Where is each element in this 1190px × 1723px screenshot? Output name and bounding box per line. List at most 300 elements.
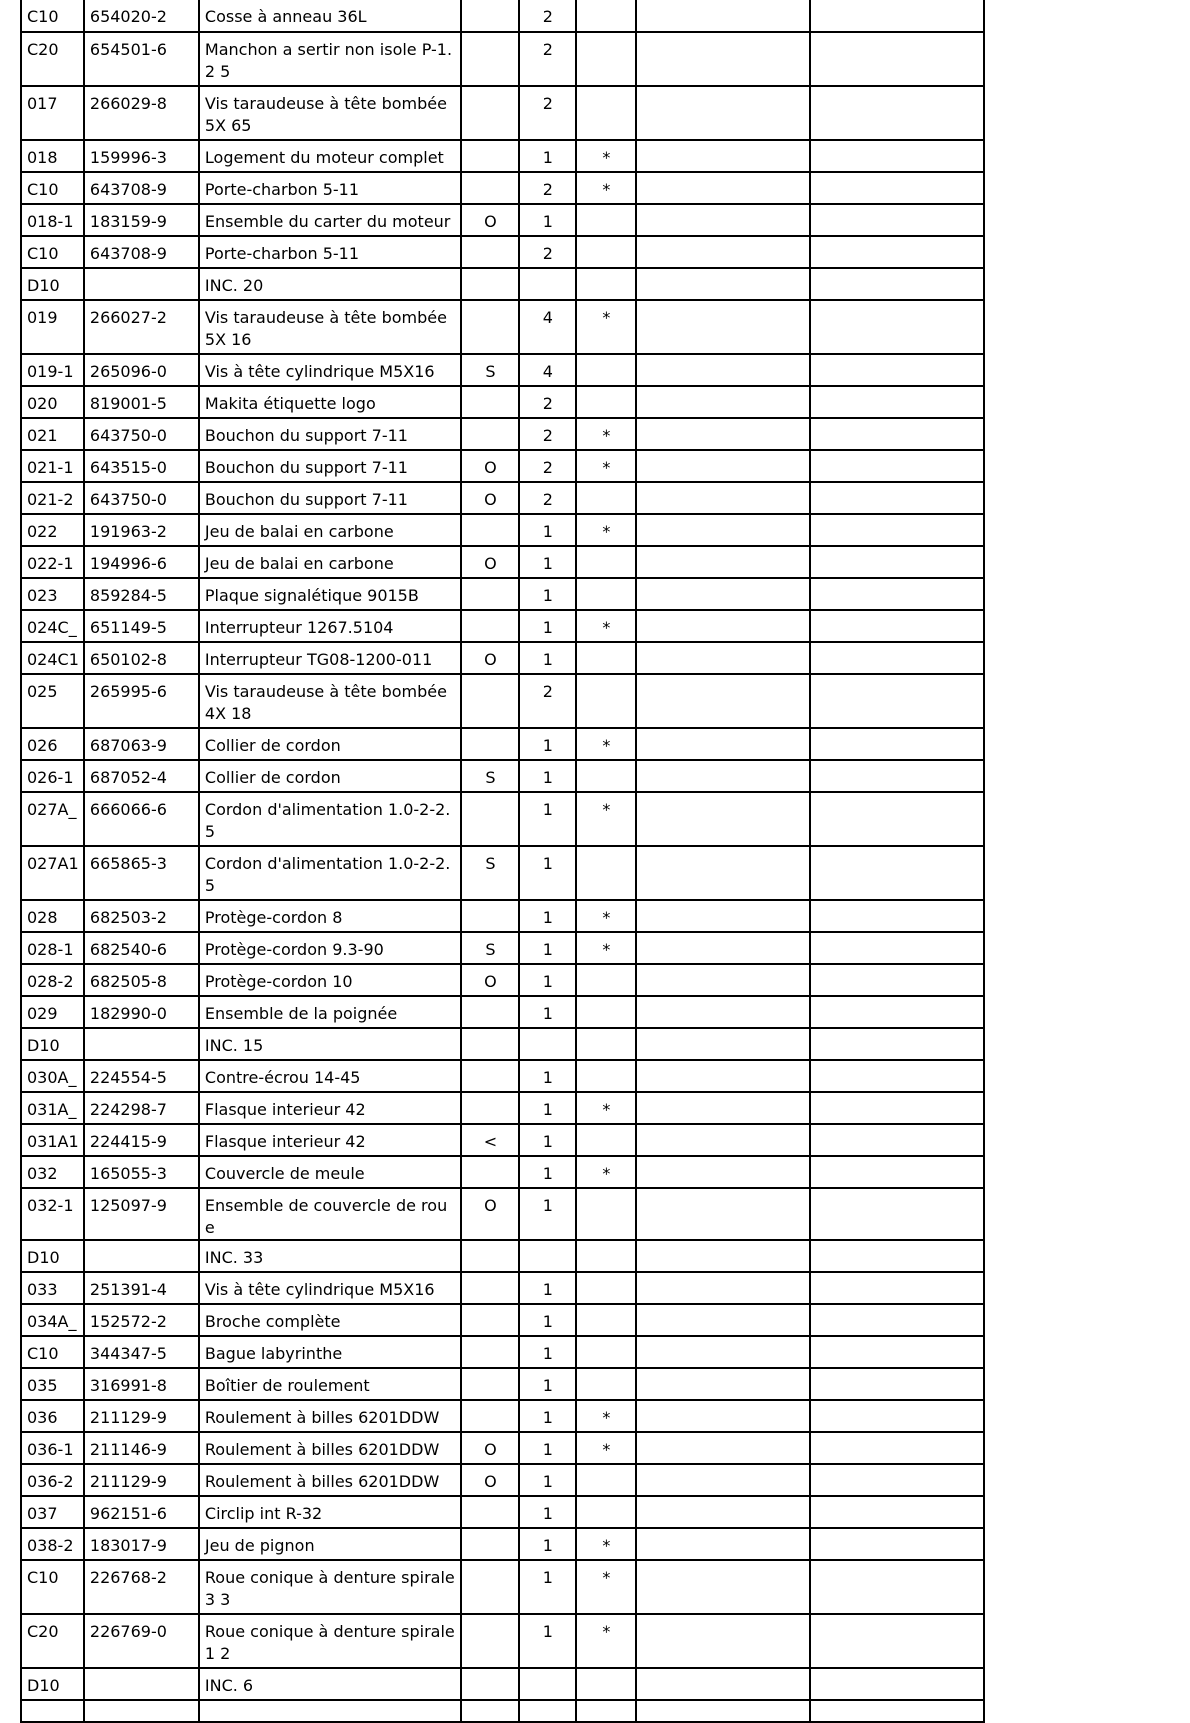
note-cell [461, 32, 519, 86]
part-number-cell: 224554-5 [84, 1060, 199, 1092]
part-number-cell [84, 1668, 199, 1700]
mark-cell [576, 0, 636, 32]
note-cell: O [461, 450, 519, 482]
item-number-cell: 032-1 [21, 1188, 84, 1240]
description-cell: INC. 6 [199, 1668, 461, 1700]
mark-cell [576, 1668, 636, 1700]
description-cell: INC. 20 [199, 268, 461, 300]
empty-cell [810, 760, 984, 792]
description-cell: Protège-cordon 9.3-90 [199, 932, 461, 964]
empty-cell [636, 1464, 810, 1496]
empty-cell [810, 1496, 984, 1528]
quantity-cell: 1 [519, 1560, 576, 1614]
note-cell [461, 1060, 519, 1092]
description-cell: Roulement à billes 6201DDW [199, 1464, 461, 1496]
quantity-cell: 1 [519, 1188, 576, 1240]
empty-cell [636, 1124, 810, 1156]
empty-cell [636, 1700, 810, 1722]
empty-cell [636, 674, 810, 728]
mark-cell: * [576, 900, 636, 932]
item-number-cell: 031A_ [21, 1092, 84, 1124]
empty-cell [810, 1560, 984, 1614]
item-number-cell: 021 [21, 418, 84, 450]
table-row [21, 546, 984, 578]
empty-cell [810, 204, 984, 236]
empty-cell [810, 140, 984, 172]
note-cell [461, 1528, 519, 1560]
table-row [21, 642, 984, 674]
mark-cell [576, 964, 636, 996]
mark-cell [576, 1368, 636, 1400]
empty-cell [810, 1188, 984, 1240]
table-row [21, 1188, 984, 1240]
mark-cell [576, 1240, 636, 1272]
note-cell [461, 0, 519, 32]
quantity-cell: 1 [519, 1272, 576, 1304]
note-cell [461, 418, 519, 450]
quantity-cell: 1 [519, 1060, 576, 1092]
part-number-cell: 654501-6 [84, 32, 199, 86]
quantity-cell: 2 [519, 172, 576, 204]
item-number-cell: 035 [21, 1368, 84, 1400]
empty-cell [810, 1092, 984, 1124]
table-row [21, 1028, 984, 1060]
note-cell [461, 236, 519, 268]
item-number-cell: 037 [21, 1496, 84, 1528]
part-number-cell: 183017-9 [84, 1528, 199, 1560]
description-cell: Jeu de balai en carbone [199, 514, 461, 546]
note-cell: S [461, 846, 519, 900]
note-cell [461, 578, 519, 610]
quantity-cell: 2 [519, 86, 576, 140]
mark-cell: * [576, 450, 636, 482]
empty-cell [636, 1432, 810, 1464]
quantity-cell [519, 1668, 576, 1700]
part-number-cell: 962151-6 [84, 1496, 199, 1528]
empty-cell [810, 482, 984, 514]
mark-cell: * [576, 1432, 636, 1464]
quantity-cell [519, 268, 576, 300]
description-cell: Logement du moteur complet [199, 140, 461, 172]
description-cell: Cosse à anneau 36L [199, 0, 461, 32]
part-number-cell: 682505-8 [84, 964, 199, 996]
description-cell: Boîtier de roulement [199, 1368, 461, 1400]
part-number-cell [84, 1240, 199, 1272]
note-cell [461, 172, 519, 204]
table-row [21, 1560, 984, 1614]
empty-cell [636, 300, 810, 354]
quantity-cell: 2 [519, 450, 576, 482]
note-cell [461, 1304, 519, 1336]
item-number-cell: 024C1 [21, 642, 84, 674]
note-cell [461, 1028, 519, 1060]
empty-cell [810, 450, 984, 482]
item-number-cell: 021-1 [21, 450, 84, 482]
empty-cell [810, 1240, 984, 1272]
item-number-cell: D10 [21, 268, 84, 300]
part-number-cell: 182990-0 [84, 996, 199, 1028]
empty-cell [636, 1614, 810, 1668]
empty-cell [636, 996, 810, 1028]
description-cell [199, 1700, 461, 1722]
mark-cell [576, 1336, 636, 1368]
note-cell [461, 792, 519, 846]
item-number-cell: C10 [21, 1336, 84, 1368]
table-row [21, 1464, 984, 1496]
part-number-cell: 211129-9 [84, 1400, 199, 1432]
quantity-cell: 1 [519, 1400, 576, 1432]
table-row [21, 996, 984, 1028]
item-number-cell: 028-2 [21, 964, 84, 996]
part-number-cell: 226769-0 [84, 1614, 199, 1668]
item-number-cell: 024C_ [21, 610, 84, 642]
quantity-cell: 4 [519, 354, 576, 386]
table-row [21, 964, 984, 996]
mark-cell [576, 546, 636, 578]
empty-cell [810, 964, 984, 996]
table-row [21, 32, 984, 86]
empty-cell [810, 86, 984, 140]
part-number-cell: 194996-6 [84, 546, 199, 578]
description-cell: Vis à tête cylindrique M5X16 [199, 354, 461, 386]
note-cell [461, 140, 519, 172]
mark-cell [576, 578, 636, 610]
mark-cell: * [576, 418, 636, 450]
description-cell: Broche complète [199, 1304, 461, 1336]
description-cell: Porte-charbon 5-11 [199, 172, 461, 204]
note-cell [461, 1368, 519, 1400]
quantity-cell: 1 [519, 610, 576, 642]
empty-cell [810, 846, 984, 900]
empty-cell [810, 578, 984, 610]
mark-cell: * [576, 610, 636, 642]
item-number-cell: 020 [21, 386, 84, 418]
note-cell [461, 610, 519, 642]
mark-cell [576, 1188, 636, 1240]
note-cell [461, 268, 519, 300]
quantity-cell: 1 [519, 964, 576, 996]
table-row [21, 236, 984, 268]
empty-cell [810, 268, 984, 300]
item-number-cell: 026-1 [21, 760, 84, 792]
item-number-cell: 022-1 [21, 546, 84, 578]
part-number-cell: 665865-3 [84, 846, 199, 900]
empty-cell [810, 1028, 984, 1060]
empty-cell [810, 514, 984, 546]
item-number-cell: 026 [21, 728, 84, 760]
mark-cell: * [576, 140, 636, 172]
empty-cell [636, 546, 810, 578]
empty-cell [636, 1156, 810, 1188]
mark-cell [576, 32, 636, 86]
table-row [21, 728, 984, 760]
item-number-cell: 027A1 [21, 846, 84, 900]
quantity-cell [519, 1240, 576, 1272]
item-number-cell: 018 [21, 140, 84, 172]
item-number-cell: 030A_ [21, 1060, 84, 1092]
empty-cell [810, 1668, 984, 1700]
note-cell [461, 996, 519, 1028]
description-cell: INC. 15 [199, 1028, 461, 1060]
mark-cell: * [576, 1400, 636, 1432]
quantity-cell [519, 1700, 576, 1722]
quantity-cell: 1 [519, 996, 576, 1028]
empty-cell [810, 1614, 984, 1668]
description-cell: Vis taraudeuse à tête bombée 4X 18 [199, 674, 461, 728]
table-row [21, 792, 984, 846]
empty-cell [810, 386, 984, 418]
item-number-cell: 036-1 [21, 1432, 84, 1464]
empty-cell [636, 386, 810, 418]
description-cell: Collier de cordon [199, 728, 461, 760]
quantity-cell: 1 [519, 642, 576, 674]
parts-list-sheet [20, 0, 985, 1723]
item-number-cell: 027A_ [21, 792, 84, 846]
part-number-cell: 265096-0 [84, 354, 199, 386]
empty-cell [636, 268, 810, 300]
quantity-cell [519, 1028, 576, 1060]
mark-cell: * [576, 1528, 636, 1560]
part-number-cell [84, 1028, 199, 1060]
quantity-cell: 2 [519, 482, 576, 514]
quantity-cell: 1 [519, 1092, 576, 1124]
table-row [21, 1336, 984, 1368]
item-number-cell: 032 [21, 1156, 84, 1188]
empty-cell [810, 610, 984, 642]
item-number-cell: 019-1 [21, 354, 84, 386]
note-cell [461, 386, 519, 418]
description-cell: Circlip int R-32 [199, 1496, 461, 1528]
note-cell [461, 674, 519, 728]
empty-cell [810, 792, 984, 846]
quantity-cell: 1 [519, 1614, 576, 1668]
note-cell: O [461, 1464, 519, 1496]
part-number-cell: 266029-8 [84, 86, 199, 140]
mark-cell: * [576, 1560, 636, 1614]
part-number-cell: 316991-8 [84, 1368, 199, 1400]
part-number-cell: 859284-5 [84, 578, 199, 610]
quantity-cell: 1 [519, 900, 576, 932]
item-number-cell: C10 [21, 0, 84, 32]
empty-cell [810, 1304, 984, 1336]
empty-cell [636, 172, 810, 204]
mark-cell [576, 1304, 636, 1336]
item-number-cell: 036-2 [21, 1464, 84, 1496]
empty-cell [636, 1336, 810, 1368]
item-number-cell: 019 [21, 300, 84, 354]
part-number-cell: 265995-6 [84, 674, 199, 728]
empty-cell [636, 964, 810, 996]
mark-cell [576, 1464, 636, 1496]
description-cell: Protège-cordon 8 [199, 900, 461, 932]
table-row [21, 846, 984, 900]
part-number-cell [84, 268, 199, 300]
quantity-cell: 1 [519, 514, 576, 546]
mark-cell: * [576, 172, 636, 204]
quantity-cell: 1 [519, 578, 576, 610]
description-cell: Vis à tête cylindrique M5X16 [199, 1272, 461, 1304]
table-row [21, 482, 984, 514]
quantity-cell: 2 [519, 386, 576, 418]
table-row [21, 1368, 984, 1400]
mark-cell: * [576, 514, 636, 546]
item-number-cell: 029 [21, 996, 84, 1028]
empty-cell [810, 1700, 984, 1722]
empty-cell [810, 1464, 984, 1496]
empty-cell [636, 514, 810, 546]
empty-cell [810, 1528, 984, 1560]
table-row [21, 1496, 984, 1528]
empty-cell [810, 728, 984, 760]
empty-cell [636, 1028, 810, 1060]
note-cell: O [461, 482, 519, 514]
table-row [21, 1092, 984, 1124]
empty-cell [636, 86, 810, 140]
mark-cell [576, 1124, 636, 1156]
quantity-cell: 1 [519, 1496, 576, 1528]
description-cell: Manchon a sertir non isole P-1.2 5 [199, 32, 461, 86]
empty-cell [636, 1496, 810, 1528]
quantity-cell: 1 [519, 204, 576, 236]
quantity-cell: 1 [519, 1368, 576, 1400]
mark-cell [576, 642, 636, 674]
empty-cell [636, 1092, 810, 1124]
table-row [21, 1400, 984, 1432]
note-cell [461, 1156, 519, 1188]
item-number-cell: 028-1 [21, 932, 84, 964]
part-number-cell: 650102-8 [84, 642, 199, 674]
quantity-cell: 1 [519, 1336, 576, 1368]
part-number-cell: 819001-5 [84, 386, 199, 418]
part-number-cell: 183159-9 [84, 204, 199, 236]
note-cell: S [461, 354, 519, 386]
empty-cell [636, 1188, 810, 1240]
empty-cell [636, 792, 810, 846]
description-cell: Interrupteur 1267.5104 [199, 610, 461, 642]
empty-cell [810, 1156, 984, 1188]
empty-cell [810, 932, 984, 964]
empty-cell [810, 1400, 984, 1432]
note-cell [461, 1614, 519, 1668]
note-cell: < [461, 1124, 519, 1156]
note-cell: O [461, 642, 519, 674]
part-number-cell: 125097-9 [84, 1188, 199, 1240]
note-cell [461, 1496, 519, 1528]
quantity-cell: 2 [519, 236, 576, 268]
part-number-cell: 687063-9 [84, 728, 199, 760]
mark-cell: * [576, 1092, 636, 1124]
table-row [21, 172, 984, 204]
quantity-cell: 2 [519, 418, 576, 450]
empty-cell [810, 1272, 984, 1304]
part-number-cell: 643708-9 [84, 236, 199, 268]
quantity-cell: 1 [519, 1464, 576, 1496]
table-row [21, 900, 984, 932]
note-cell [461, 1700, 519, 1722]
table-row [21, 1272, 984, 1304]
description-cell: Flasque interieur 42 [199, 1124, 461, 1156]
note-cell [461, 1668, 519, 1700]
empty-cell [810, 1336, 984, 1368]
table-row [21, 140, 984, 172]
empty-cell [636, 1272, 810, 1304]
note-cell: O [461, 1432, 519, 1464]
table-row [21, 300, 984, 354]
mark-cell: * [576, 932, 636, 964]
mark-cell [576, 1060, 636, 1092]
part-number-cell: 211146-9 [84, 1432, 199, 1464]
table-row [21, 204, 984, 236]
note-cell [461, 1560, 519, 1614]
item-number-cell [21, 1700, 84, 1722]
description-cell: Bague labyrinthe [199, 1336, 461, 1368]
empty-cell [636, 32, 810, 86]
mark-cell [576, 996, 636, 1028]
description-cell: Contre-écrou 14-45 [199, 1060, 461, 1092]
part-number-cell: 224298-7 [84, 1092, 199, 1124]
empty-cell [636, 1528, 810, 1560]
part-number-cell [84, 1700, 199, 1722]
item-number-cell: 021-2 [21, 482, 84, 514]
mark-cell [576, 1496, 636, 1528]
empty-cell [636, 760, 810, 792]
table-row [21, 268, 984, 300]
table-row [21, 0, 984, 32]
mark-cell [576, 482, 636, 514]
empty-cell [810, 642, 984, 674]
description-cell: Roulement à billes 6201DDW [199, 1432, 461, 1464]
description-cell: Bouchon du support 7-11 [199, 482, 461, 514]
item-number-cell: 017 [21, 86, 84, 140]
note-cell [461, 1336, 519, 1368]
parts-table-body [21, 0, 984, 1722]
item-number-cell: 023 [21, 578, 84, 610]
empty-cell [636, 1304, 810, 1336]
empty-cell [636, 236, 810, 268]
mark-cell [576, 846, 636, 900]
description-cell: Roue conique à denture spirale 3 3 [199, 1560, 461, 1614]
empty-cell [636, 140, 810, 172]
part-number-cell: 165055-3 [84, 1156, 199, 1188]
note-cell [461, 1092, 519, 1124]
quantity-cell: 1 [519, 728, 576, 760]
quantity-cell: 1 [519, 760, 576, 792]
part-number-cell: 643708-9 [84, 172, 199, 204]
description-cell: INC. 33 [199, 1240, 461, 1272]
note-cell [461, 1240, 519, 1272]
part-number-cell: 651149-5 [84, 610, 199, 642]
empty-cell [810, 1368, 984, 1400]
quantity-cell: 1 [519, 1432, 576, 1464]
table-row [21, 1240, 984, 1272]
mark-cell [576, 1272, 636, 1304]
description-cell: Ensemble de la poignée [199, 996, 461, 1028]
part-number-cell: 654020-2 [84, 0, 199, 32]
empty-cell [636, 578, 810, 610]
empty-cell [636, 204, 810, 236]
table-row [21, 1668, 984, 1700]
note-cell [461, 514, 519, 546]
table-row [21, 760, 984, 792]
parts-table [20, 0, 985, 1723]
empty-cell [636, 482, 810, 514]
table-row [21, 1124, 984, 1156]
empty-cell [810, 172, 984, 204]
part-number-cell: 226768-2 [84, 1560, 199, 1614]
part-number-cell: 666066-6 [84, 792, 199, 846]
part-number-cell: 266027-2 [84, 300, 199, 354]
empty-cell [810, 900, 984, 932]
